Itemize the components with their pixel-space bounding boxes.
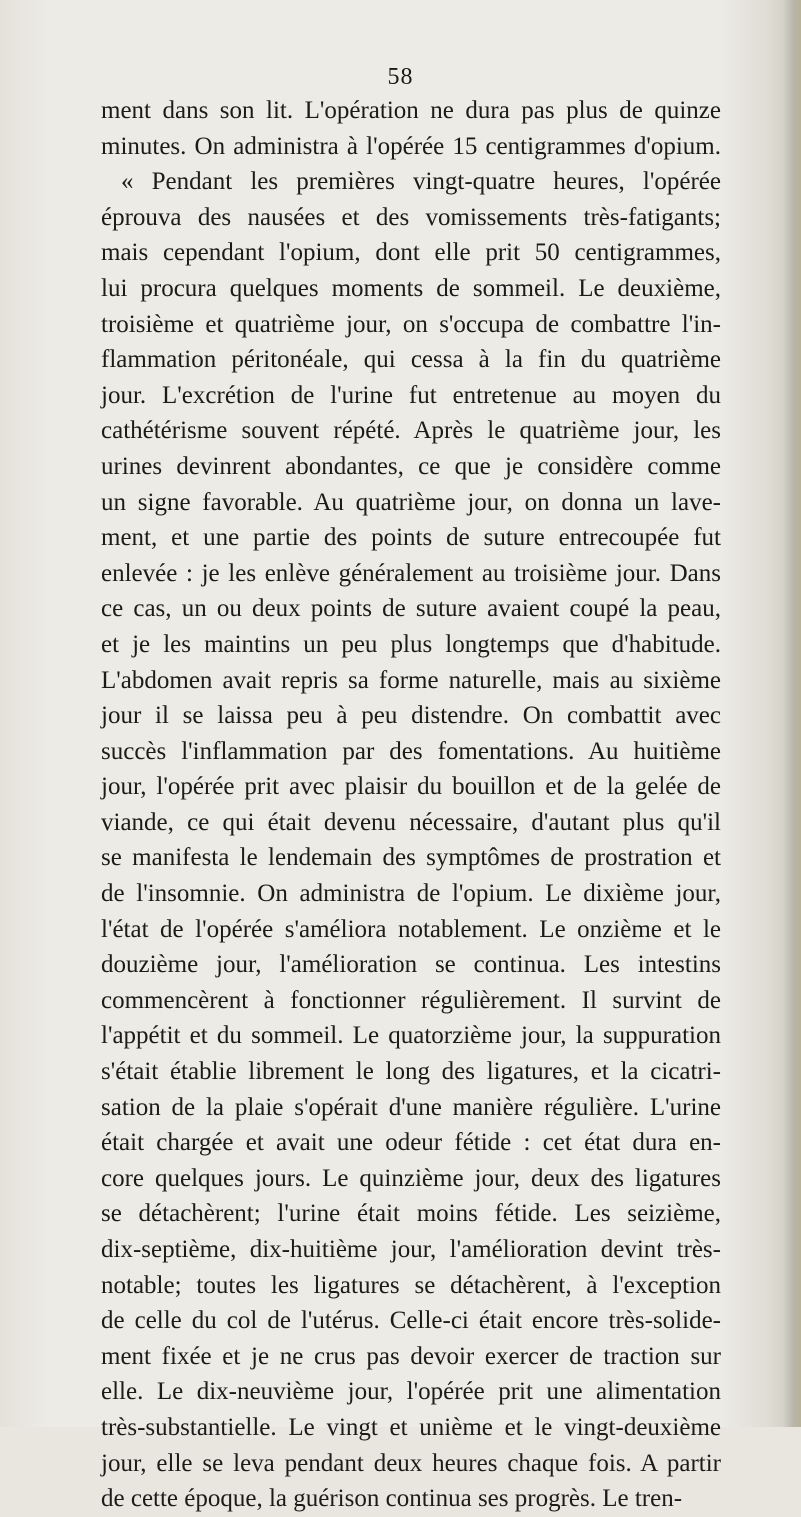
page-number: 58 bbox=[387, 64, 414, 90]
text-line: « Pendant les premières vingt-quatre heures, l'opérée bbox=[121, 168, 721, 196]
text-line: et je les maintins un peu plus longtemps que d'habitude. bbox=[101, 630, 721, 658]
text-line: jour, elle se leva pendant deux heures chaque fois. A partir bbox=[101, 1449, 721, 1477]
text-line: enlevée : je les enlève généralement au troisième jour. Dans bbox=[101, 559, 721, 587]
text-line: elle. Le dix-neuvième jour, l'opérée prit une alimentation bbox=[101, 1378, 721, 1406]
text-line: s'était établie librement le long des ligatures, et la cicatri- bbox=[101, 1058, 721, 1086]
text-line: jour. L'excrétion de l'urine fut entretenue au moyen du bbox=[101, 381, 721, 409]
text-line: troisième et quatrième jour, on s'occupa de combattre l'in- bbox=[101, 310, 721, 338]
text-line: minutes. On administra à l'opérée 15 centigrammes d'opium. bbox=[101, 132, 721, 160]
text-line: de celle du col de l'utérus. Celle-ci était encore très-solide- bbox=[101, 1307, 721, 1335]
text-line: de l'insomnie. On administra de l'opium. Le dixième jour, bbox=[101, 880, 721, 908]
text-line: sation de la plaie s'opérait d'une manière régulière. L'urine bbox=[101, 1093, 721, 1121]
text-line: lui procura quelques moments de sommeil. Le deuxième, bbox=[101, 274, 721, 302]
text-line: était chargée et avait une odeur fétide : cet état dura en- bbox=[101, 1129, 721, 1157]
text-line: succès l'inflammation par des fomentations. Au huitième bbox=[101, 737, 721, 765]
text-line: ce cas, un ou deux points de suture avaient coupé la peau, bbox=[101, 595, 721, 623]
text-line: se détachèrent; l'urine était moins fétide. Les seizième, bbox=[101, 1200, 721, 1228]
text-line: flammation péritonéale, qui cessa à la fin du quatrième bbox=[101, 346, 721, 374]
text-line: douzième jour, l'amélioration se continua. Les intestins bbox=[101, 951, 721, 979]
text-line: notable; toutes les ligatures se détachèrent, à l'exception bbox=[101, 1271, 721, 1299]
text-line: l'appétit et du sommeil. Le quatorzième jour, la suppuration bbox=[101, 1022, 721, 1050]
page-edge-shadow bbox=[783, 0, 801, 1427]
text-line: se manifesta le lendemain des symptômes de prostration et bbox=[101, 844, 721, 872]
text-line: l'état de l'opérée s'améliora notablement. Le onzième et le bbox=[101, 915, 721, 943]
text-line: viande, ce qui était devenu nécessaire, d'autant plus qu'il bbox=[101, 808, 721, 836]
text-line: jour, l'opérée prit avec plaisir du bouillon et de la gelée de bbox=[101, 773, 721, 801]
text-line: commencèrent à fonctionner régulièrement. Il survint de bbox=[101, 986, 721, 1014]
text-line: jour il se laissa peu à peu distendre. On combattit avec bbox=[101, 702, 721, 730]
text-line: L'abdomen avait repris sa forme naturelle, mais au sixième bbox=[101, 666, 721, 694]
text-line: ment dans son lit. L'opération ne dura pas plus de quinze bbox=[101, 97, 721, 124]
text-line: core quelques jours. Le quinzième jour, deux des ligatures bbox=[101, 1164, 721, 1192]
body-text bbox=[101, 93, 721, 1517]
text-line: très-substantielle. Le vingt et unième et le vingt-deuxième bbox=[101, 1413, 721, 1441]
text-line: ment, et une partie des points de suture entrecoupée fut bbox=[101, 524, 721, 552]
text-line: dix-septième, dix-huitième jour, l'amélioration devint très- bbox=[101, 1236, 721, 1263]
text-line: cathétérisme souvent répété. Après le quatrième jour, les bbox=[101, 417, 721, 445]
text-line: urines devinrent abondantes, ce que je considère comme bbox=[101, 452, 721, 480]
text-line: mais cependant l'opium, dont elle prit 50 centigrammes, bbox=[101, 239, 721, 267]
text-line: éprouva des nausées et des vomissements très-fatigants; bbox=[101, 203, 721, 231]
text-line: de cette époque, la guérison continua ses progrès. Le tren- bbox=[101, 1485, 683, 1513]
text-line: ment fixée et je ne crus pas devoir exercer de traction sur bbox=[101, 1342, 721, 1370]
text-line: un signe favorable. Au quatrième jour, on donna un lave- bbox=[101, 488, 721, 516]
